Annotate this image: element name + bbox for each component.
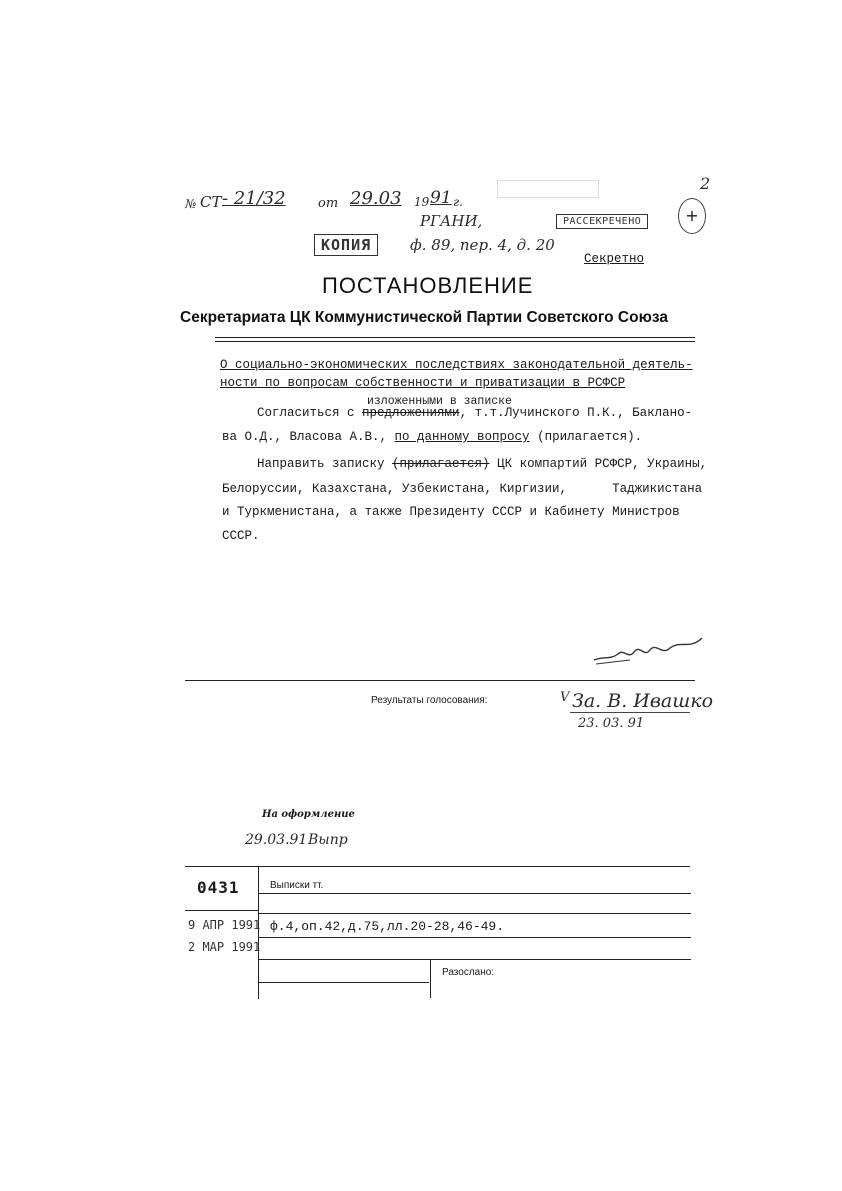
p2-text-b: ЦК компартий РСФСР, Украины, (489, 457, 708, 471)
vote-underline (570, 712, 690, 713)
signature-scribble-icon (590, 630, 710, 670)
p1-text-d: но- (669, 406, 693, 420)
registry-line-2 (185, 910, 258, 911)
sent-divider (430, 960, 431, 998)
p1-text-f: по данному вопросу (394, 430, 530, 444)
number-prefix: № (185, 197, 197, 211)
registry-line-1 (259, 893, 691, 894)
year-prefix: 19 (414, 195, 430, 209)
declassified-stamp: РАССЕКРЕЧЕНО (556, 214, 648, 229)
paragraph-2-line-1 (257, 457, 707, 471)
plus-mark: + (685, 206, 699, 225)
copy-stamp: КОПИЯ (314, 234, 378, 256)
year-g: г. (453, 195, 463, 209)
paragraph-1-line-2 (222, 430, 642, 444)
title-rule-bottom (215, 341, 695, 342)
vote-check: V (560, 690, 570, 705)
p1-text-c: , т.т.Лучинского П.К., Бакла (459, 406, 670, 420)
registry-stamp-line2: 2 МАР 1991 (188, 940, 261, 954)
archive-line1: РГАНИ, (420, 212, 483, 230)
st-number: - 21/32 (222, 188, 286, 209)
document-title: ПОСТАНОВЛЕНИЕ (322, 273, 534, 298)
p2-text-a: Направить записку (257, 457, 393, 471)
p1-text-b: предложениями (362, 406, 460, 420)
processing-sign: Выпр (308, 832, 348, 848)
registry-line-5 (259, 959, 691, 960)
registry-line-3 (259, 913, 691, 914)
st-label: СТ (200, 193, 222, 211)
registry-divider (258, 867, 259, 999)
date-prefix: от (318, 196, 339, 211)
processing-label: На оформление (262, 809, 355, 820)
registry-line-6 (259, 982, 429, 983)
registry-number: 0431 (197, 878, 240, 897)
subject-line2: ности по вопросам собственности и приватизации в РСФСР (220, 376, 626, 390)
p1-text-e: ва О.Д., Власова А.В., (222, 430, 395, 444)
archive-reference: ф.4,оп.42,д.75,лл.20-28,46-49. (270, 919, 505, 934)
extracts-label: Выписки тт. (270, 880, 324, 891)
secret-label: Секретно (584, 252, 645, 266)
date-value: 29.03 (350, 188, 402, 209)
registry-rule-top (185, 866, 690, 867)
voting-label: Результаты голосования: (371, 695, 488, 706)
processing-date: 29.03.91 (245, 832, 308, 848)
p2-text-strike: (прилагается) (392, 457, 490, 471)
title-rule-top (215, 337, 695, 338)
year-suffix: 91 (430, 188, 452, 208)
subject-insertion: изложенными в записке (367, 395, 512, 408)
registry-stamp-line1: 9 АПР 1991 (188, 918, 261, 932)
subject-line1: О социально-экономических последствиях законодательной деятель- (220, 358, 693, 372)
voting-rule (185, 680, 695, 681)
registry-line-4 (259, 937, 691, 938)
archive-line2: ф. 89, пер. 4, д. 20 (410, 236, 555, 254)
paragraph-2-line-4: СССР. (222, 529, 260, 543)
vote-text: За. В. Ивашко (572, 690, 714, 712)
sent-label: Разослано: (442, 967, 495, 978)
p1-text-a: Согласиться с (257, 406, 363, 420)
page-number: 2 (700, 174, 711, 193)
faded-stamp (497, 180, 599, 198)
vote-date: 23. 03. 91 (578, 716, 645, 731)
paragraph-2-line-2: Белоруссии, Казахстана, Узбекистана, Киргизии, Таджикистана (222, 482, 703, 496)
plus-circle-icon (678, 198, 706, 234)
document-subtitle: Секретариата ЦК Коммунистической Партии Советского Союза (180, 309, 668, 326)
p1-text-g: (прилагается). (529, 430, 643, 444)
paragraph-2-line-3: и Туркменистана, а также Президенту СССР и Кабинету Министров (222, 505, 680, 519)
paragraph-1-line-1 (257, 406, 692, 420)
